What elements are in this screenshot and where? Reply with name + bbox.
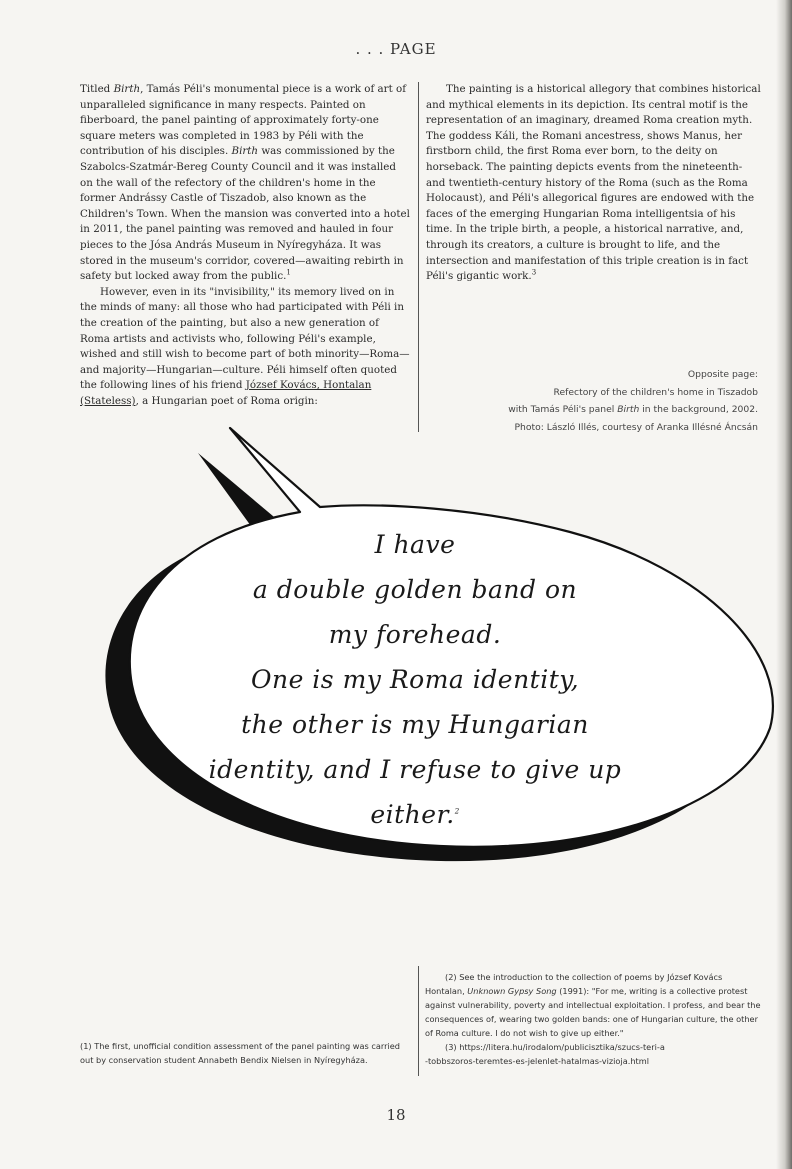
footnote-divider	[418, 966, 419, 1076]
footnote-text: (2) See the introduction to the collection of poems by József Kovács Hontalan,	[425, 972, 723, 996]
footnote-ref-2: 2	[454, 807, 460, 816]
poet-name-underlined: József Kovács, Hontalan (Stateless)	[80, 379, 372, 407]
quote-line: my forehead.	[328, 620, 502, 649]
text-run: , Tamás Péli's monumental piece is a work of art of unparalleled significance in many respects. Painted on fiberboard, the panel painting of approximately forty-one square meters was completed in 1983 by Péli with the contribution of his disciples.	[80, 83, 407, 158]
italic-title-birth: Birth	[113, 83, 141, 95]
text-run: Titled	[80, 83, 114, 95]
quote-last-words: either.	[370, 800, 455, 829]
italic-title-birth: Birth	[231, 145, 259, 158]
caption-credit: Photo: László Illés, courtesy of Aranka Illésné Áncsán	[514, 421, 758, 433]
quote-line: One is my Roma identity,	[250, 665, 580, 694]
footnote-2	[425, 970, 763, 1040]
footnote-text: (1991): "For me, writing is a collective protest against vulnerability, poverty and intellectual exploitation. I profess, and bear the consequences of, wearing two golden bands: one of Hungarian culture, the other of Roma culture. I do not wish to give up either."	[425, 986, 761, 1038]
footnote-3-url-cont[interactable]: -tobbszoros-teremtes-es-jelenlet-hatalmas-vizioja.html	[425, 1056, 649, 1066]
quote-line	[130, 792, 700, 837]
bubble-quote	[130, 522, 700, 837]
text-run: was commissioned by the Szabolcs-Szatmár-Bereg County Council and it was installed on the wall of the refectory of the children's home in the former Andrássy Castle of Tiszadob, also known as the Children's Town. When the mansion was converted into a hotel in 2011, the panel painting was removed and hauled in four pieces to the Jósa András Museum in Nyíregyháza. It was stored in the museum's corridor, covered—awaiting rebirth in safety but locked away from the public.	[80, 145, 410, 283]
text-run: The painting is a historical allegory that combines historical and mythical elements in its depiction. Its central motif is the representation of an imaginary, dreamed Roma creation myth. The goddess Káli, the Romani ancestress, shows Manus, her firstborn child, the first Roma ever born, to the deity on horseback. The painting depicts events from the nineteenth- and twentieth-century history of the Roma (such as the Roma Holocaust), and Péli's allegorical figures are endowed with the faces of the emerging Hungarian Roma intelligentsia of his time. In the triple birth, a people, a historical narrative, and, through its creators, a culture is brought to life, and the intersection and manifestation of this triple creation is in fact Péli's gigantic work.	[426, 83, 761, 283]
footnote-3-url[interactable]: (3) https://litera.hu/irodalom/publicisztika/szucs-teri-a	[445, 1042, 665, 1052]
footnote-text: (1) The first, unofficial condition assessment of the panel painting was carried out by conservation student Annabeth Bendix Nielsen in Nyíregyháza.	[80, 1041, 400, 1065]
quote-line: identity, and I refuse to give up	[208, 755, 622, 784]
text-run: However, even in its "invisibility," its memory lived on in the minds of many: all those who had participated with Péli in the creation of the painting, but also a new generation of Roma artists and activists who, following Péli's example, wished and still wish to become part of both minority—Roma—and majority—Hungarian—culture. Péli himself often quoted the following lines of his friend	[80, 285, 410, 392]
caption-text: in the background, 2002.	[639, 404, 758, 415]
footnote-ref-3: 3	[531, 268, 537, 277]
quote-line: the other is my Hungarian	[241, 710, 589, 739]
footnote-1	[80, 1039, 412, 1067]
running-header: . . . PAGE	[355, 40, 437, 58]
text-run: , a Hungarian poet of Roma origin:	[135, 394, 318, 407]
page-number: 18	[386, 1106, 406, 1124]
footnote-ref-1: 1	[286, 268, 291, 277]
caption-line: Refectory of the children's home in Tiszadob	[553, 386, 758, 398]
quote-line: I have	[374, 530, 456, 559]
caption-italic-title: Birth	[617, 404, 640, 415]
caption-text: with Tamás Péli's panel	[508, 404, 618, 415]
footnotes-right	[425, 970, 763, 1068]
quote-line: a double golden band on	[252, 575, 578, 604]
caption-line: Opposite page:	[687, 369, 758, 380]
footnote-italic-title: Unknown Gypsy Song	[467, 986, 557, 996]
